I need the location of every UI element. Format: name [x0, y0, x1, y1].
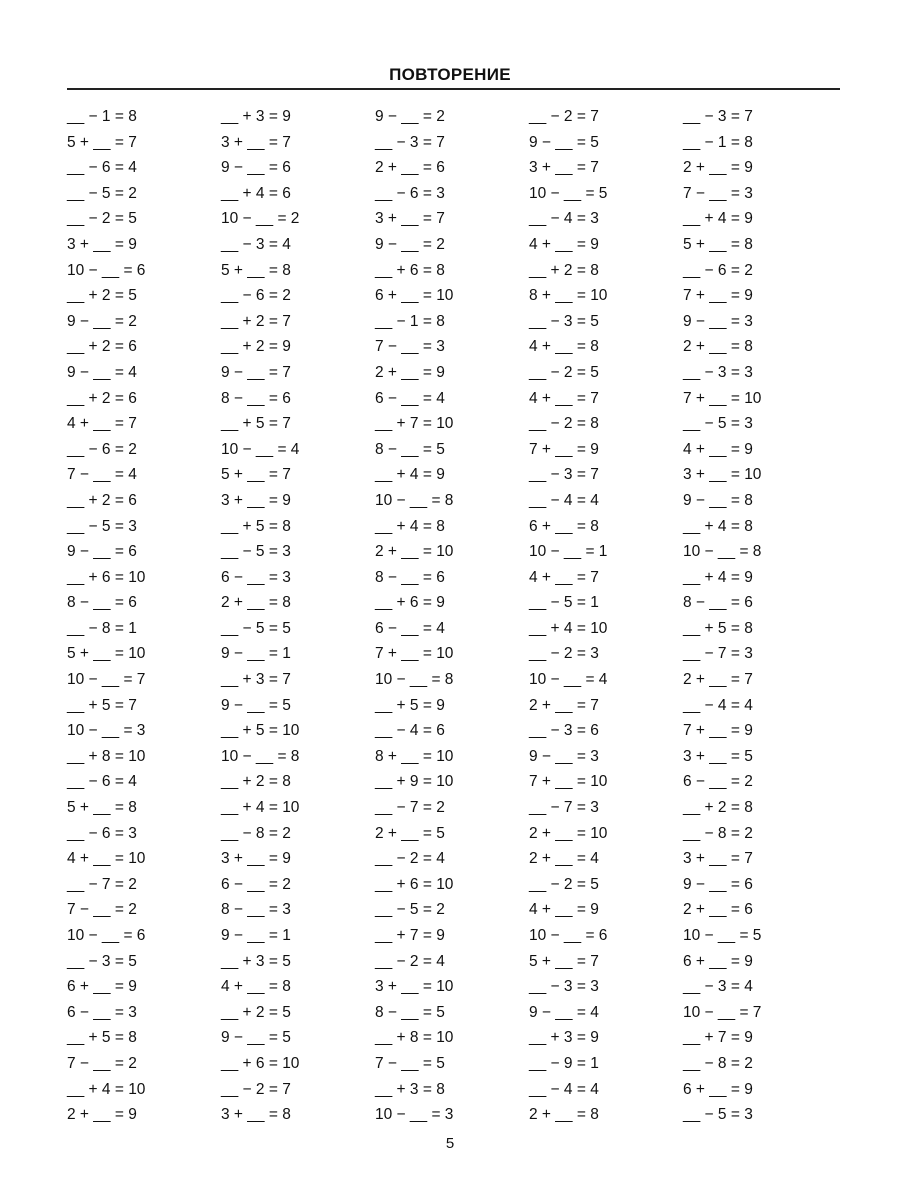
exercise-item: 9 − __ = 6 [221, 159, 291, 177]
exercise-item: 2 + __ = 10 [375, 543, 454, 561]
exercise-item: 4 + __ = 7 [529, 389, 599, 407]
exercise-item: __ + 5 = 10 [221, 722, 300, 740]
exercise-item: __ + 6 = 10 [221, 1054, 300, 1072]
exercise-item: 10 − __ = 8 [375, 491, 454, 509]
exercise-item: 4 + __ = 8 [529, 338, 599, 356]
exercise-item: __ + 4 = 6 [221, 184, 291, 202]
exercise-item: 7 − __ = 3 [683, 184, 753, 202]
exercise-item: __ + 6 = 8 [375, 261, 445, 279]
exercise-item: __ − 5 = 2 [375, 901, 445, 919]
exercise-item: 3 + __ = 7 [529, 159, 599, 177]
exercise-item: __ + 4 = 8 [683, 517, 753, 535]
exercise-item: __ − 2 = 3 [529, 645, 599, 663]
exercise-item: 9 − __ = 7 [221, 363, 291, 381]
exercise-item: __ + 4 = 9 [683, 568, 753, 586]
exercise-item: 10 − __ = 6 [67, 927, 146, 944]
exercise-item: 2 + __ = 7 [683, 671, 753, 689]
exercise-item: 7 + __ = 10 [375, 645, 454, 663]
exercise-item: __ − 4 = 4 [529, 1080, 599, 1098]
exercise-item: 10 − __ = 5 [683, 927, 762, 944]
exercise-item: __ + 2 = 5 [221, 1003, 291, 1021]
exercise-item: 10 − __ = 7 [67, 671, 146, 689]
exercise-item: 6 − __ = 4 [375, 619, 445, 637]
exercise-item: 7 − __ = 2 [67, 901, 137, 919]
exercise-item: 10 − __ = 4 [529, 671, 608, 689]
exercise-item: __ + 6 = 10 [375, 875, 454, 893]
exercise-item: 6 − __ = 2 [683, 773, 753, 791]
exercise-item: 2 + __ = 8 [683, 338, 753, 356]
exercise-item: 3 + __ = 7 [221, 133, 291, 151]
exercise-item: 10 − __ = 2 [221, 210, 300, 228]
exercise-item: __ + 2 = 9 [221, 338, 291, 356]
exercise-item: __ − 4 = 4 [529, 491, 599, 509]
exercise-item: __ + 4 = 10 [67, 1080, 146, 1098]
exercise-item: 8 − __ = 6 [375, 568, 445, 586]
exercise-item: __ − 6 = 2 [221, 287, 291, 305]
exercise-item: 9 − __ = 5 [529, 133, 599, 151]
exercise-item: 3 + __ = 10 [683, 466, 762, 484]
exercise-item: 8 − __ = 3 [221, 901, 291, 919]
exercise-item: __ − 7 = 2 [67, 875, 137, 893]
exercise-item: 9 − __ = 2 [67, 312, 137, 330]
exercise-item: __ − 2 = 5 [529, 363, 599, 381]
exercise-item: __ − 4 = 4 [683, 696, 753, 714]
exercise-item: __ − 9 = 1 [529, 1054, 599, 1072]
exercise-item: 4 + __ = 7 [67, 415, 137, 433]
exercise-item: __ + 3 = 7 [221, 671, 291, 689]
exercise-item: __ − 5 = 3 [67, 517, 137, 535]
exercise-item: __ + 2 = 8 [529, 261, 599, 279]
exercise-item: __ + 8 = 10 [375, 1029, 454, 1047]
exercise-item: 7 + __ = 9 [683, 287, 753, 305]
exercise-item: __ − 3 = 7 [683, 108, 753, 125]
exercise-item: 9 − __ = 3 [683, 312, 753, 330]
exercise-item: __ − 7 = 2 [375, 799, 445, 817]
exercise-item: 10 − __ = 4 [221, 440, 300, 458]
exercise-item: 6 + __ = 9 [67, 978, 137, 996]
exercise-item: 7 − __ = 2 [67, 1054, 137, 1072]
exercise-item: __ + 7 = 9 [683, 1029, 753, 1047]
exercise-item: __ − 7 = 3 [683, 645, 753, 663]
exercise-item: __ − 2 = 7 [221, 1080, 291, 1098]
exercise-item: 3 + __ = 8 [221, 1106, 291, 1124]
exercise-item: 9 − __ = 5 [221, 696, 291, 714]
exercise-item: 5 + __ = 8 [221, 261, 291, 279]
exercise-item: 7 + __ = 9 [683, 722, 753, 740]
exercise-item: __ + 5 = 8 [67, 1029, 137, 1047]
exercise-item: __ − 6 = 4 [67, 159, 137, 177]
exercise-item: 5 + __ = 8 [67, 799, 137, 817]
exercise-item: 9 − __ = 6 [67, 543, 137, 561]
exercise-item: __ + 4 = 8 [375, 517, 445, 535]
exercise-item: __ − 5 = 3 [221, 543, 291, 561]
exercise-item: 8 + __ = 10 [529, 287, 608, 305]
exercise-item: 10 − __ = 8 [683, 543, 762, 561]
exercise-item: __ + 2 = 6 [67, 389, 137, 407]
exercise-item: __ − 5 = 2 [67, 184, 137, 202]
exercise-item: __ + 2 = 7 [221, 312, 291, 330]
exercise-item: __ − 8 = 2 [683, 824, 753, 842]
exercise-item: __ − 3 = 4 [683, 978, 753, 996]
exercise-item: 6 + __ = 10 [375, 287, 454, 305]
exercise-item: __ − 2 = 5 [67, 210, 137, 228]
exercise-item: __ + 2 = 8 [683, 799, 753, 817]
exercise-item: 9 − __ = 4 [67, 363, 137, 381]
exercise-item: 2 + __ = 6 [375, 159, 445, 177]
exercise-item: __ + 8 = 10 [67, 747, 146, 765]
exercise-item: __ − 3 = 6 [529, 722, 599, 740]
exercise-item: __ + 2 = 6 [67, 491, 137, 509]
exercise-item: 3 + __ = 9 [67, 235, 137, 253]
exercise-item: 3 + __ = 7 [375, 210, 445, 228]
exercise-item: __ + 2 = 5 [67, 287, 137, 305]
exercise-item: __ − 3 = 7 [529, 466, 599, 484]
exercise-item: 4 + __ = 8 [221, 978, 291, 996]
exercise-item: __ − 3 = 5 [529, 312, 599, 330]
exercise-item: 10 − __ = 6 [529, 927, 608, 944]
exercise-item: __ − 7 = 3 [529, 799, 599, 817]
exercise-item: __ + 2 = 8 [221, 773, 291, 791]
exercise-item: 2 + __ = 6 [683, 901, 753, 919]
exercise-item: __ − 6 = 2 [67, 440, 137, 458]
exercise-item: 10 − __ = 3 [67, 722, 146, 740]
exercise-item: __ + 9 = 10 [375, 773, 454, 791]
exercise-item: __ + 3 = 5 [221, 952, 291, 970]
exercise-item: 9 − __ = 3 [529, 747, 599, 765]
exercise-item: __ − 6 = 2 [683, 261, 753, 279]
page-number: 5 [445, 1135, 455, 1152]
exercise-item: __ + 3 = 9 [529, 1029, 599, 1047]
exercise-item: __ + 4 = 9 [375, 466, 445, 484]
exercise-item: 9 − __ = 1 [221, 645, 291, 663]
exercise-item: 5 + __ = 10 [67, 645, 146, 663]
page-title: ПОВТОРЕНИЕ [389, 65, 511, 84]
exercise-item: __ − 8 = 2 [221, 824, 291, 842]
exercise-item: __ − 3 = 3 [529, 978, 599, 996]
exercise-item: __ + 3 = 9 [221, 108, 291, 125]
exercise-item: 10 − __ = 1 [529, 543, 608, 561]
exercise-item: 10 − __ = 8 [221, 747, 300, 765]
exercise-item: __ + 6 = 10 [67, 568, 146, 586]
exercise-item: 7 − __ = 4 [67, 466, 137, 484]
exercise-item: 8 + __ = 10 [375, 747, 454, 765]
exercise-item: __ − 1 = 8 [375, 312, 445, 330]
exercise-item: __ − 5 = 5 [221, 619, 291, 637]
exercise-item: 9 − __ = 2 [375, 108, 445, 125]
exercise-item: 2 + __ = 9 [67, 1106, 137, 1124]
exercise-item: 10 − __ = 8 [375, 671, 454, 689]
exercise-item: 6 − __ = 3 [221, 568, 291, 586]
exercise-item: 2 + __ = 7 [529, 696, 599, 714]
exercise-item: 6 − __ = 2 [221, 875, 291, 893]
exercise-item: 6 − __ = 3 [67, 1003, 137, 1021]
exercise-item: 8 − __ = 5 [375, 440, 445, 458]
exercise-item: 5 + __ = 8 [683, 235, 753, 253]
exercise-item: __ − 8 = 1 [67, 619, 137, 637]
exercise-item: 2 + __ = 8 [221, 594, 291, 612]
exercise-item: __ − 2 = 4 [375, 850, 445, 868]
exercise-item: 9 − __ = 6 [683, 875, 753, 893]
exercise-item: __ − 5 = 3 [683, 1106, 753, 1124]
exercise-item: 2 + __ = 8 [529, 1106, 599, 1124]
exercise-item: 2 + __ = 9 [375, 363, 445, 381]
exercise-item: 7 − __ = 5 [375, 1054, 445, 1072]
exercise-item: 8 − __ = 6 [221, 389, 291, 407]
exercise-item: __ − 6 = 3 [67, 824, 137, 842]
exercise-item: __ − 1 = 8 [67, 108, 137, 125]
exercise-item: 6 + __ = 9 [683, 952, 753, 970]
exercise-item: __ + 4 = 10 [529, 619, 608, 637]
exercise-item: __ − 6 = 4 [67, 773, 137, 791]
exercise-item: 5 + __ = 7 [221, 466, 291, 484]
exercise-item: __ + 6 = 9 [375, 594, 445, 612]
exercise-item: 3 + __ = 9 [221, 850, 291, 868]
exercise-item: 9 − __ = 2 [375, 235, 445, 253]
exercise-item: 7 + __ = 10 [529, 773, 608, 791]
exercise-item: __ − 2 = 4 [375, 952, 445, 970]
exercise-item: 4 + __ = 9 [529, 901, 599, 919]
exercise-item: __ − 3 = 4 [221, 235, 291, 253]
exercise-item: 5 + __ = 7 [67, 133, 137, 151]
exercise-item: 2 + __ = 5 [375, 824, 445, 842]
exercise-item: __ − 6 = 3 [375, 184, 445, 202]
exercise-item: __ − 3 = 7 [375, 133, 445, 151]
exercise-item: 6 + __ = 8 [529, 517, 599, 535]
exercise-item: 7 − __ = 3 [375, 338, 445, 356]
exercise-item: 9 − __ = 8 [683, 491, 753, 509]
exercise-item: __ + 5 = 9 [375, 696, 445, 714]
exercise-item: __ + 5 = 7 [67, 696, 137, 714]
exercise-item: 8 − __ = 6 [67, 594, 137, 612]
exercise-item: __ − 4 = 3 [529, 210, 599, 228]
exercise-item: 6 + __ = 9 [683, 1080, 753, 1098]
exercise-item: __ + 3 = 8 [375, 1080, 445, 1098]
exercise-item: __ − 5 = 1 [529, 594, 599, 612]
exercise-item: 3 + __ = 9 [221, 491, 291, 509]
exercise-item: 8 − __ = 6 [683, 594, 753, 612]
exercise-item: __ − 3 = 3 [683, 363, 753, 381]
exercise-item: __ − 8 = 2 [683, 1054, 753, 1072]
exercise-item: __ + 4 = 10 [221, 799, 300, 817]
exercise-grid [67, 104, 847, 1128]
exercise-item: 10 − __ = 3 [375, 1106, 454, 1124]
exercise-item: __ − 2 = 5 [529, 875, 599, 893]
exercise-item: 8 − __ = 5 [375, 1003, 445, 1021]
exercise-item: 3 + __ = 10 [375, 978, 454, 996]
exercise-item: __ + 7 = 10 [375, 415, 454, 433]
exercise-item: 2 + __ = 9 [683, 159, 753, 177]
exercise-item: 7 + __ = 10 [683, 389, 762, 407]
exercise-item: 4 + __ = 9 [529, 235, 599, 253]
exercise-item: 9 − __ = 5 [221, 1029, 291, 1047]
exercise-item: 4 + __ = 9 [683, 440, 753, 458]
exercise-item: 4 + __ = 10 [67, 850, 146, 868]
exercise-item: 7 + __ = 9 [529, 440, 599, 458]
exercise-item: __ − 3 = 5 [67, 952, 137, 970]
exercise-item: 10 − __ = 5 [529, 184, 608, 202]
exercise-item: 10 − __ = 7 [683, 1003, 762, 1021]
exercise-item: 2 + __ = 4 [529, 850, 599, 868]
exercise-item: 5 + __ = 7 [529, 952, 599, 970]
exercise-item: 9 − __ = 4 [529, 1003, 599, 1021]
exercise-item: 4 + __ = 7 [529, 568, 599, 586]
page-header [0, 62, 900, 88]
exercise-item: 6 − __ = 4 [375, 389, 445, 407]
header-divider [67, 88, 840, 90]
exercise-item: __ + 5 = 7 [221, 415, 291, 433]
exercise-item: __ − 1 = 8 [683, 133, 753, 151]
exercise-item: 10 − __ = 6 [67, 261, 146, 279]
exercise-item: __ + 5 = 8 [221, 517, 291, 535]
exercise-item: __ − 5 = 3 [683, 415, 753, 433]
exercise-item: __ − 2 = 7 [529, 108, 599, 125]
exercise-item: __ + 2 = 6 [67, 338, 137, 356]
exercise-item: 3 + __ = 5 [683, 747, 753, 765]
exercise-item: 2 + __ = 10 [529, 824, 608, 842]
exercise-item: __ − 2 = 8 [529, 415, 599, 433]
exercise-item: 9 − __ = 1 [221, 927, 291, 944]
exercise-item: __ + 7 = 9 [375, 927, 445, 944]
exercise-item: __ + 4 = 9 [683, 210, 753, 228]
exercise-item: __ + 5 = 8 [683, 619, 753, 637]
exercise-item: __ − 4 = 6 [375, 722, 445, 740]
exercise-item: 3 + __ = 7 [683, 850, 753, 868]
